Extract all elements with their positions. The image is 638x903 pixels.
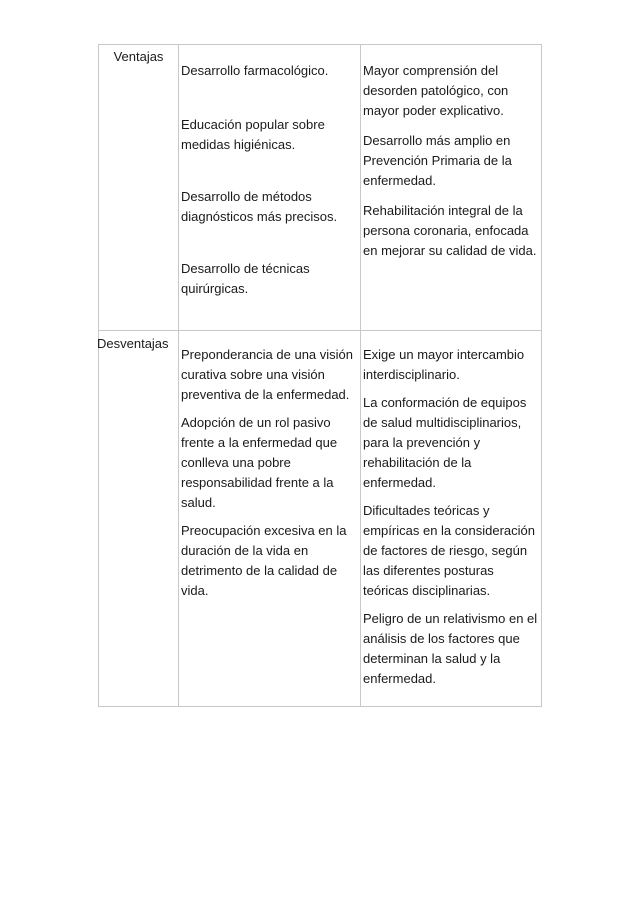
- desventajas-col-b-cell: [361, 331, 542, 707]
- desventajas-b-item: Exige un mayor intercambio interdisciplinario.: [363, 347, 525, 382]
- comparison-table: [98, 44, 542, 707]
- ventajas-b-item: Desarrollo más amplio en Prevención Primaria de la enfermedad.: [363, 133, 512, 188]
- ventajas-a-item: Desarrollo farmacológico.: [181, 63, 329, 78]
- row-label-cell: [99, 45, 179, 331]
- ventajas-b-item: Rehabilitación integral de la persona coronaria, enfocada en mejorar su calidad de vida.: [363, 203, 537, 258]
- ventajas-b-item: Mayor comprensión del desorden patológico, con mayor poder explicativo.: [363, 63, 509, 118]
- ventajas-a-item: Desarrollo de métodos diagnósticos más precisos.: [181, 189, 338, 224]
- desventajas-a-item: Preocupación excesiva en la duración de la vida en detrimento de la calidad de vida.: [181, 523, 347, 598]
- desventajas-col-a-cell: [179, 331, 361, 707]
- desventajas-b-item: Peligro de un relativismo en el análisis de los factores que determinan la salud y la enfermedad.: [363, 611, 538, 686]
- row-label-cell: [99, 331, 179, 707]
- ventajas-a-item: Educación popular sobre medidas higiénicas.: [181, 117, 325, 152]
- desventajas-b-item: Dificultades teóricas y empíricas en la consideración de factores de riesgo, según las diferentes posturas teóricas disciplinarias.: [363, 503, 535, 598]
- ventajas-col-b-cell: [361, 45, 542, 331]
- table-row-desventajas: [99, 331, 542, 707]
- desventajas-a-item: Preponderancia de una visión curativa sobre una visión preventiva de la enfermedad.: [181, 347, 354, 402]
- ventajas-col-a-cell: [179, 45, 361, 331]
- desventajas-b-item: La conformación de equipos de salud multidisciplinarios, para la prevención y rehabilitación de la enfermedad.: [363, 395, 527, 490]
- row-label-ventajas: Ventajas: [113, 49, 164, 64]
- desventajas-a-item: Adopción de un rol pasivo frente a la enfermedad que conlleva una pobre responsabilidad frente a la salud.: [181, 415, 338, 510]
- table-row-ventajas: [99, 45, 542, 331]
- row-label-desventajas: Desventajas: [97, 336, 169, 351]
- ventajas-a-item: Desarrollo de técnicas quirúrgicas.: [181, 261, 310, 296]
